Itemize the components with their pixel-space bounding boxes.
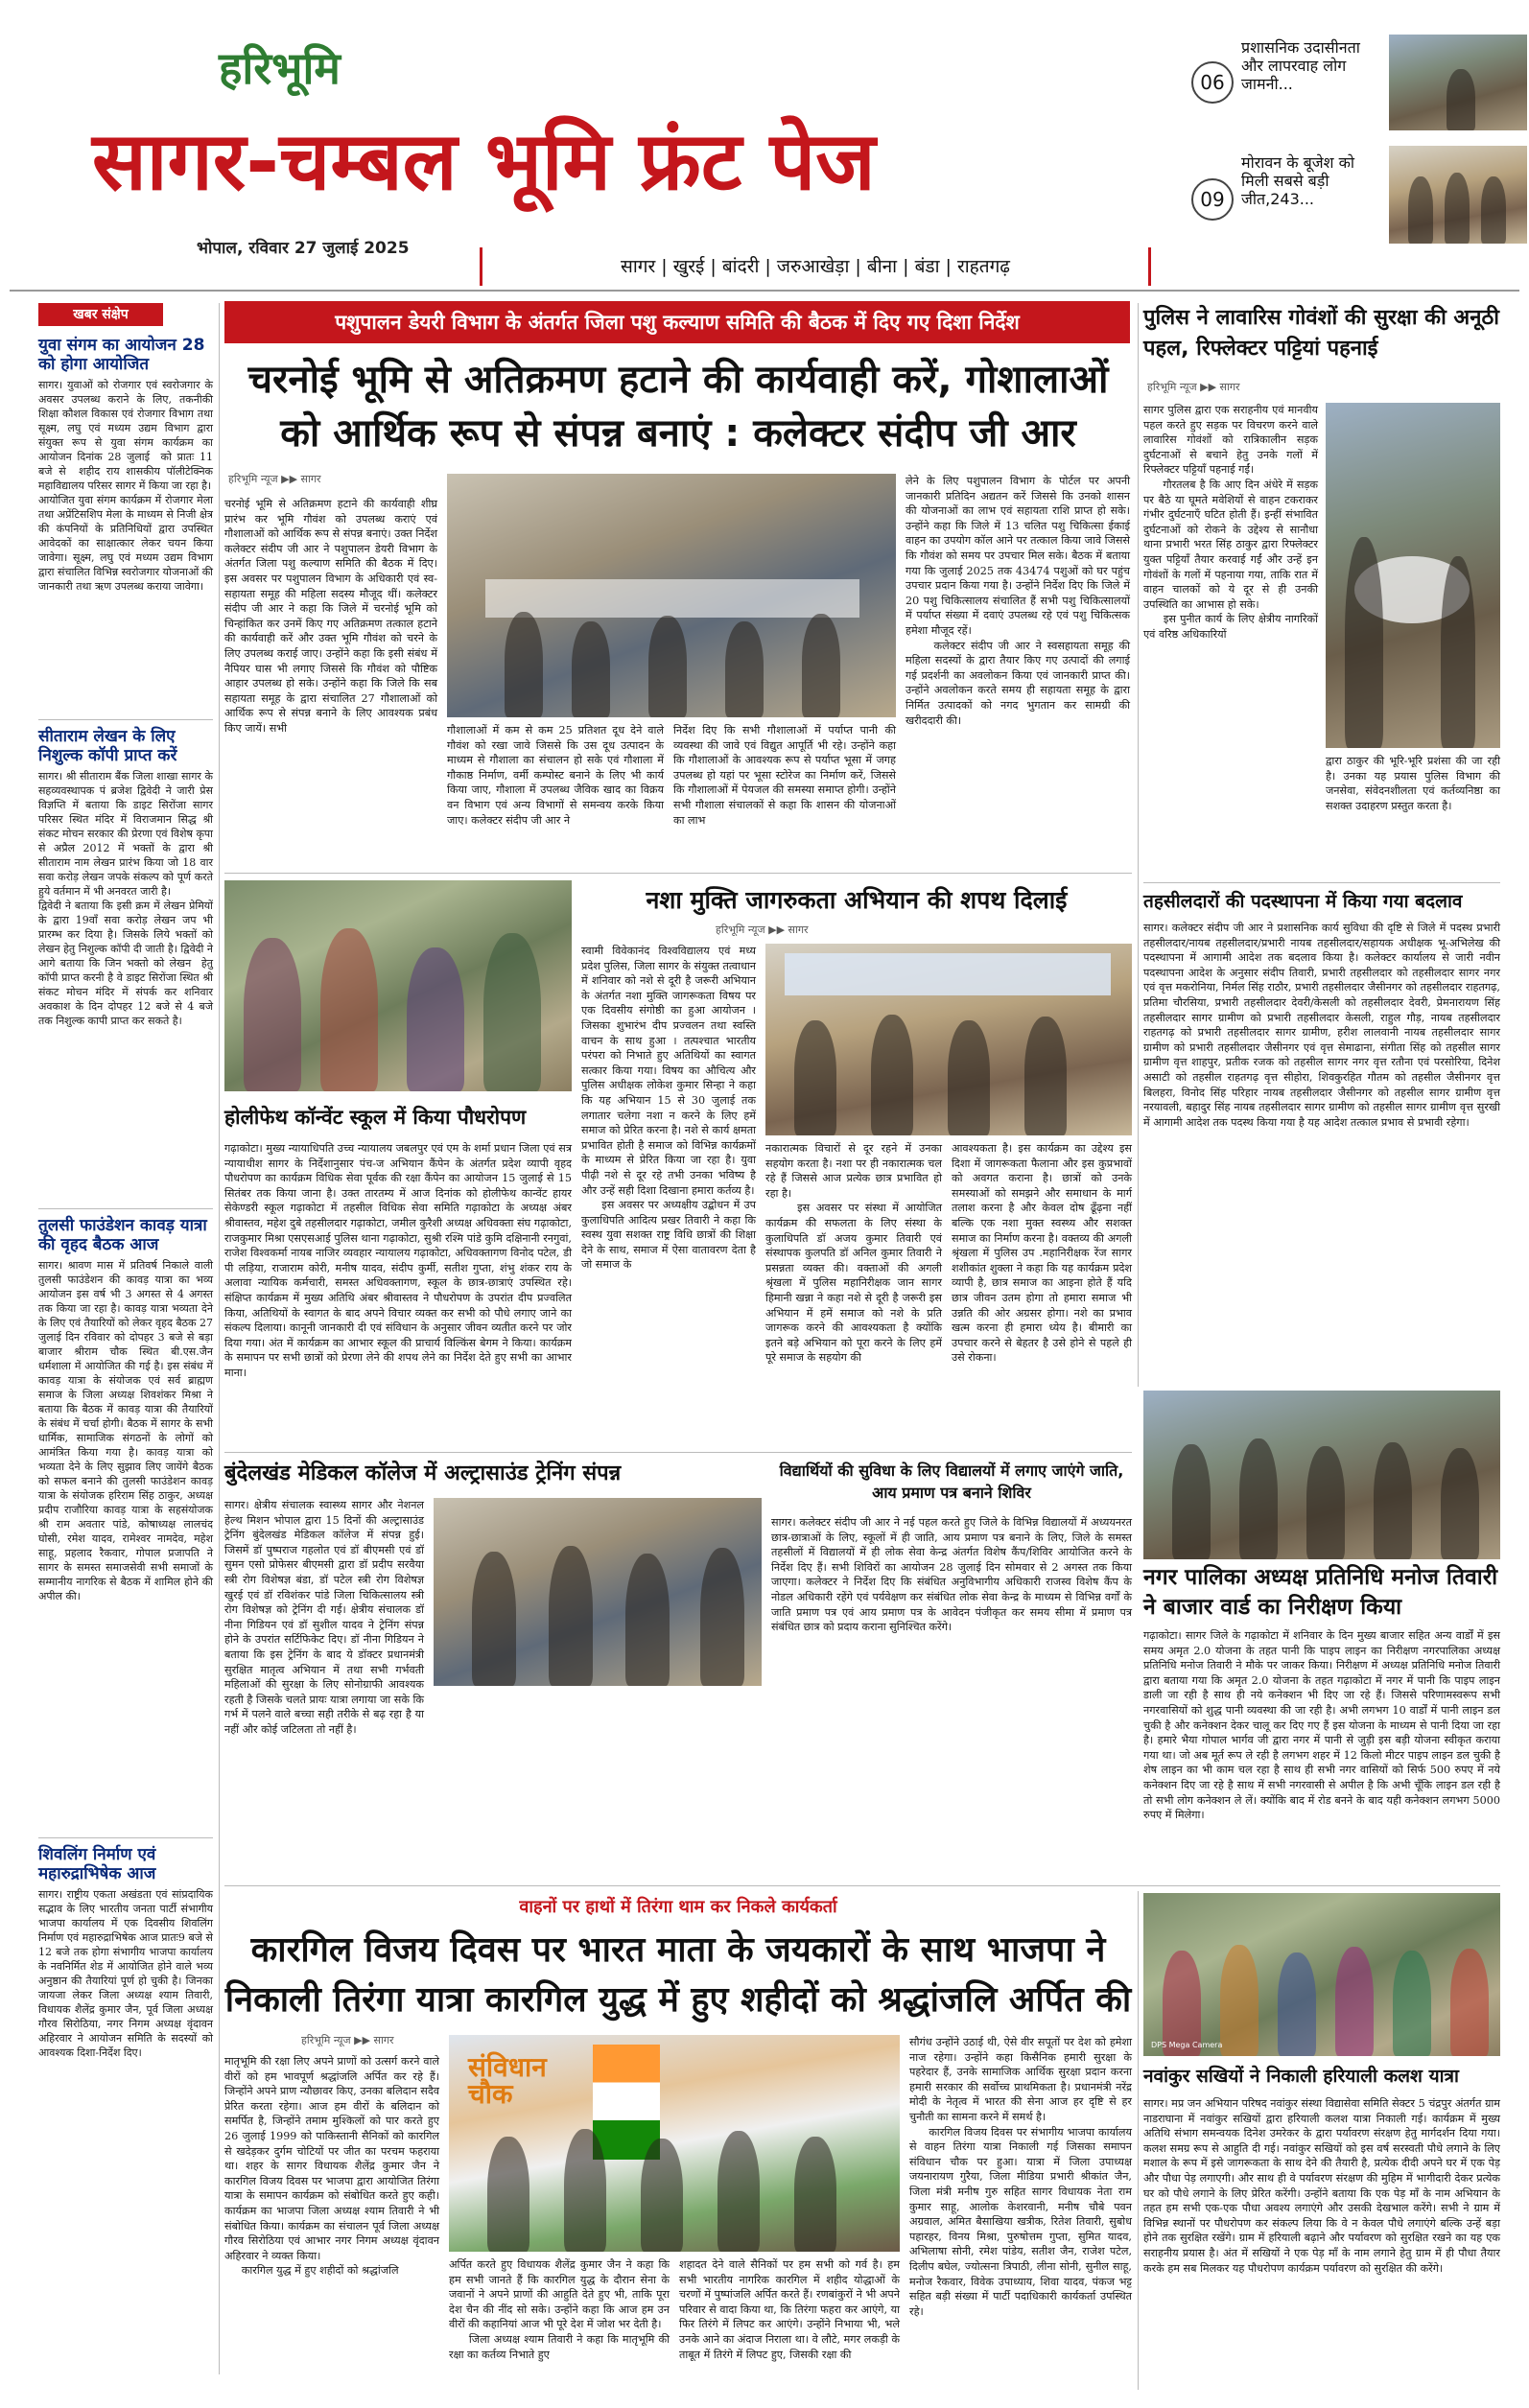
navankur-photo: [1143, 1893, 1500, 2056]
police-byline: हरिभूमि न्यूज ▶▶ सागर: [1147, 381, 1240, 393]
nagar-photo: [1143, 1391, 1500, 1559]
section-rule: [1143, 882, 1500, 883]
col-divider: [1138, 303, 1139, 1387]
page-title: सागर-चम्बल भूमि फ्रंट पेज: [92, 114, 876, 208]
nasha-column-2: नकारात्मक विचारों से दूर रहने में उनका सहयोग करता है। नशा पर ही नकारात्मक चल रहे हैं जिससे आज प्रत्येक छात्र प्रभावित हो रहा है। इस अवसर पर संस्था में आयोजित कार्यक्रम की सफलता के लिए संस्था के कुलाधिपति डॉ अजय कुमार तिवारी एवं संस्थापक कुलपति डॉ अनिल कुमार तिवारी ने प्रसन्नता व्यक्त की। वक्ताओं की अगली श्रृंखला में पुलिस महानिरीक्षक जान सागर हिमानी खन्ना ने कहा नशे से दूरी है जरूरी इस अभियान में हमें समाज को नशे के प्रति जागरूक करने की आवश्यकता है क्योंकि इतने बड़े अभियान को पूरा करने के लिए हमें पूरे समाज के सहयोग की: [765, 1142, 942, 1365]
brief-text: सागर। राष्ट्रीय एकता अखंडता एवं सांप्रदायिक सद्भाव के लिए भारतीय जनता पार्टी संभागीय भाजपा कार्यालय में एक दिवसीय शिवलिंग निर्माण एवं महारुद्राभिषेक आज प्रातः9 बजे से 12 बजे तक होगा संभागीय भाजपा कार्यालय के नवनिर्मित शेड में आयोजित होने वाले भव्य अनुष्ठान की तैयारियां पूर्ण हो चुकी है। जिनका जायजा लेकर जिला अध्यक्ष श्याम तिवारी, विधायक शैलेंद्र कुमार जैन, पूर्व जिला अध्यक्ष गौरव सिरोठिया, नगर निगम अध्यक्ष वृंदावन अहिरवार ने आयोजन समिति के सदस्यों को आवश्यक दिशा-निर्देश दिए।: [38, 1888, 217, 2059]
sidebar-divider: [219, 303, 220, 2374]
brief-title: युवा संगम का आयोजन 28 को होगा आयोजित: [38, 336, 205, 374]
date-line: भोपाल, रविवार 27 जुलाई 2025: [197, 239, 410, 258]
teaser-text: मोरावन के बूजेश को मिली सबसे बड़ी जीत,243...: [1241, 153, 1355, 208]
brief-item[interactable]: [38, 1216, 217, 1830]
col-divider: [1138, 1891, 1139, 2390]
lead-photo: [447, 474, 896, 717]
tehsil-story: [1143, 888, 1504, 1387]
navankur-photo-credit: DPS Mega Camera: [1151, 2041, 1223, 2049]
teaser-number: 09: [1191, 178, 1234, 221]
nasha-column-3: आवश्यकता है। इस कार्यक्रम का उद्देश्य इस दिशा में जागरूकता फैलाना और इस कुप्रभावों को अवगत कराना है। छात्रों को उनके समस्याओं को समझने और समाधान के मार्ग तलाश करना है और केवल दोष ढूँढ़ना नहीं बल्कि एक नशा मुक्त स्वस्थ्य और सशक्त समाज का निर्माण करना है। वक्तव्य की अगली श्रृंखला में पुलिस उप .महानिरीक्षक रेंज सागर शशीकांत शुक्ला ने कहा कि यह कार्यक्रम प्रदेश व्यापी है, छात्र समाज का आइना होते हैं यदि छात्र जीवन उतम होगा तो हमारा समाज भी उन्नति की ओर अग्रसर होगा। नशे का प्रभाव खत्म करना ही हमारा ध्येय है। बीमारी का उपचार करने से बेहतर है उसे होने से पहले ही उसे रोकना।: [952, 1142, 1136, 1365]
lead-column-2: गौशालाओं में कम से कम 25 प्रतिशत दूध देने वाले गौवंश को रखा जावे जिससे कि उस दूध उत्पादन के माध्यम से गौशाला का संचालन हो सके एवं गौशाला में गौकाष्ठ निर्माण, वर्मी कम्पोस्ट बनाने के लिए भी कार्य किया जाए, गौशाला में उपलब्ध जैविक खाद का विक्रय वन विभाग एवं अन्य विभागों से समन्वय करके किया जाए। कलेक्टर संदीप जी आर ने: [447, 724, 668, 827]
tehsil-text: सागर। कलेक्टर संदीप जी आर ने प्रशासनिक कार्य सुविधा की दृष्टि से जिले में पदस्थ प्रभारी तहसीलदार/नायब तहसीलदार/प्रभारी नायब तहसीलदार/सहायक अधीक्षक भू-अभिलेख की पदस्थापना में आगामी आदेश तक बदलाव किया है। कलेक्टर कार्यालय से जारी नवीन पदस्थापना आदेश के अनुसार संदीप तिवारी, प्रभारी तहसीलदार को तहसीलदार सागर नगर एवं वृत्त मकरोनिया, निर्मल सिंह राठौर, प्रभारी तहसीलदार जैसीनगर को तहसीलदार राहतगढ़, प्रतिमा चौरसिया, प्रभारी तहसीलदार देवरी/केसली को तहसीलदार देवरी, प्रेमनारायण सिंह तहसीलदार सागर ग्रामीण को प्रभारी तहसीलदार केसली, राहुल गौड़, नायब तहसीलदार राहतगढ़ को प्रभारी तहसीलदार सागर ग्रामीण, हरीश लालवानी नायब तहसीलदार सागर ग्रामीण को प्रभारी तहसीलदार जैसीनगर एवं वृत्त सेमाढाना, संगीता सिंह को तहसील सागर ग्रामीण वृत्त शाहपुर, प्रतीक रजक को तहसील सागर नगर वृत्त रतौना एवं परसोरिया, दिनेश असाटी को तहसील राहतगढ़ वृत्त सीहोरा, शिवकुरहित गौतम को तहसील जैसीनगर वृत्त बिलहरा, विनोद सिंह परिहार नायब तहसीलदार जैसीनगर को तहसील सागर ग्रामीण वृत्त नरयावली, बहादुर सिंह नायब तहसीलदार सागर ग्रामीण को तहसील सागर ग्रामीण वृत्त सुरखी में आगामी आदेश तक पदस्थ किया गया है यह आदेश तत्काल प्रभाव से प्रभावी रहेगा।: [1143, 922, 1504, 1129]
masthead: [0, 0, 1529, 288]
police-text: सागर पुलिस द्वारा एक सराहनीय एवं मानवीय पहल करते हुए सड़क पर विचरण करने वाले लावारिस गोवंशों को रात्रिकालीन सड़क दुर्घटनाओं से बचाने हेतु उनके गलों में रिफ्लेक्टर पट्टियाँ पहनाई गईं। गौरतलब है कि आए दिन अंधेरे में सड़क पर बैठे या घूमते मवेशियों से वाहन टकराकर गंभीर दुर्घटनाएँ घटित होती हैं। इन्हीं संभावित दुर्घटनाओं को रोकने के उद्देश्य से सानौधा थाना प्रभारी भरत सिंह ठाकुर द्वारा रिफ्लेक्टर युक्त पट्टियाँ तैयार करवाई गईं और उन्हें इन गोवंशों के गलों में पहनाया गया, ताकि रात में वाहन चालकों को ये दूर से ही उनकी उपस्थिति का आभास हो सके। इस पुनीत कार्य के लिए क्षेत्रीय नागरिकों एवं वरिष्ठ अधिकारियों: [1143, 404, 1319, 641]
navankur-headline: नवांकुर सखियों ने निकाली हरियाली कलश यात्रा: [1143, 2066, 1459, 2087]
brief-item[interactable]: [38, 336, 213, 676]
nasha-photo: [765, 944, 1132, 1135]
kargil-story: [224, 1891, 1132, 2390]
holyfaith-photo: [224, 880, 572, 1091]
lead-column-1: चरनोई भूमि से अतिक्रमण हटाने की कार्यवाही शीघ्र प्रारंभ कर भूमि गौवंश को उपलब्ध कराएं एवं गौशालाओं को आर्थिक रूप से संपन्न बनाएं। उक्त निर्देश कलेक्टर संदीप जी आर ने पशुपालन डेयरी विभाग के अंतर्गत जिला पशु कल्याण समिति की बैठक में दिए। इस अवसर पर पशुपालन विभाग के अधिकारी एवं स्व-सहायता समूह की महिला सदस्य मौजूद थीं। कलेक्टर संदीप जी आर ने कहा कि जिले में चरनोई भूमि को चिन्हांकित कर उनमें किए गए अतिक्रमण तत्काल हटाने की कार्यवाही करें और उक्त भूमि गौवंश को चरने के लिए उपलब्ध कराई जाए। उन्होंने कहा कि इसी संबंध में नैपियर घास भी लगाए जिससे कि गौवंश को पौष्टिक आहार उपलब्ध हो सके। उन्होंने कहा कि जिले कि सब सहायता समूह के द्वारा संचालित 27 गौशालाओं को आर्थिक रूप से संपन्न बनाने के लिए आवश्यक प्रबंध किए जायें। सभी: [224, 498, 441, 735]
police-story: [1143, 303, 1504, 878]
nagar-story: [1143, 1391, 1504, 1880]
section-rule: [224, 1885, 1500, 1886]
brand-logo: हरिभूमि: [219, 42, 341, 94]
bmc-photo: [434, 1498, 762, 1686]
sidebar-label: खबर संक्षेप: [38, 303, 163, 326]
lead-headline: चरनोई भूमि से अतिक्रमण हटाने की कार्यवाही करें, गोशालाओं को आर्थिक रूप से संपन्न बनाएं : कलेक्टर संदीप जी आर: [247, 358, 1109, 456]
section-rule: [224, 1452, 1132, 1453]
kargil-ribbon: वाहनों पर हाथों में तिरंगा थाम कर निकले कार्यकर्ता: [464, 1891, 892, 1924]
holyfaith-headline: होलीफेथ कॉन्वेंट स्कूल में किया पौधरोपण: [224, 1106, 527, 1129]
lead-column-4: लेने के लिए पशुपालन विभाग के पोर्टल पर अपनी जानकारी प्रतिदिन अद्यतन करें जिससे कि उनको शासन की योजनाओं का लाभ एवं सहायता राशि प्राप्त हो सके। उन्होंने कहा कि जिले में 13 चलित पशु चिकित्सा ईकाई वाहन का उपयोग कॉल आने पर तत्काल किया जावे जिससे कि गौवंश को समय पर उपचार मिल सके। बैठक में बताया गया कि जुलाई 2025 तक 43474 पशुओं को घर पहुंच उपचार प्रदान किया गया है। उन्होंने निर्देश दिए कि जिले में 20 पशु चिकित्सालय संचालित हैं सभी पशु चिकित्सालयों में पर्याप्त संख्या में दवाएं उपलब्ध रहे एवं पशु चिकित्सक हमेशा मौजूद रहें। कलेक्टर संदीप जी आर ने स्वसहायता समूह की महिला सदस्यों के द्वारा तैयार किए गए उत्पादों की लगाई गई प्रदर्शनी का अवलोकन किया एवं जानकारी प्राप्त की। उन्होंने अवलोकन करते समय ही सहायता समूह के द्वारा निर्मित उत्पादकों को नगद भुगतान कर सामग्री की खरीददारी की।: [906, 475, 1130, 727]
navankur-story: [1143, 1893, 1504, 2390]
kargil-column-4: सौगंध उन्होंने उठाई थी, ऐसे वीर सपूतों पर देश को हमेशा नाज रहेगा। उन्होंने कहा किसैनिक हमारी सुरक्षा के पहरेदार हैं, उनके सामाजिक आर्थिक सुरक्षा प्रदान करना हमारी सरकार की सर्वोच्च प्राथमिकता है। प्रधानमंत्री नरेंद्र मोदी के नेतृत्व में भारत की सेना आज हर दृष्टि से हर चुनौती का सामना करने में समर्थ है। कारगिल विजय दिवस पर संभागीय भाजपा कार्यालय से वाहन तिरंगा यात्रा निकाली गई जिसका समापन संविधान चौक पर हुआ। यात्रा में जिला उपाध्यक्ष जयनारायण गुरैया, जिला मीडिया प्रभारी श्रीकांत जैन, जिला मंत्री मनीष गुरु सहित सागर विधायक नेता राम कुमार साहू, आलोक केशरवानी, मनीष चौबे पवन अग्रवाल, अमित बैसाखिया खत्रीक, रितेश तिवारी, सुबोध पहारहर, विनय मिश्रा, पुरुषोत्तम गुप्ता, सुमित यादव, अभिलाषा सोनी, रमेश पांडेय, सतीश जैन, राजेश पटेल, दिलीप बघेल, ज्योत्सना त्रिपाठी, लीना सोनी, सुनील साहू, मनोज रैकवार, विवेक उपाध्याय, शिवा यादव, पंकज भट्ट सहित बड़ी संख्या में पार्टी पदाधिकारी कार्यकर्ता उपस्थित रहे।: [909, 2036, 1133, 2318]
nasha-byline: हरिभूमि न्यूज ▶▶ सागर: [716, 923, 809, 936]
kargil-byline: हरिभूमि न्यूज ▶▶ सागर: [301, 2034, 394, 2046]
section-rule: [224, 873, 1132, 874]
teaser-1[interactable]: [1189, 29, 1527, 132]
holyfaith-text: गढ़ाकोटा। मुख्य न्यायाधिपति उच्च न्यायालय जबलपुर एवं एम के शर्मा प्रधान जिला एवं सत्र न्यायाधीश सागर के निर्देशानुसार पंच-ज अभियान कैंपेन के अंतर्गत प्रदेश व्यापी वृहद पौधरोपण का कार्यक्रम विधिक सेवा पूर्वक की रक्षा कैंपेन का आयोजन 15 जुलाई से 15 सितंबर तक किया जाना है। उक्त तारतम्य में आज दिनांक को होलीफेथ कान्वेंट हायर सेकेण्डरी स्कूल गढ़ाकोटा में तहसील विधिक सेवा समिति गढ़ाकोटा के अध्यक्ष अंबर श्रीवास्तव, महेश दुबे तहसीलदार गढ़ाकोटा, जमील कुरैशी अध्यक्ष अधिवक्ता संघ गढ़ाकोटा, राजकुमार मिश्रा एसएसआई पुलिस थाना गढ़ाकोटा, सुश्री रश्मि पांडे कुमि दक्षिनानी रनगुवां, राजेश विश्वकर्मा नायब नाजिर व्यवहार न्यायालय गढ़ाकोटा, अधिवक्तागण विनोद पटेल, डी पी लड़िया, राजाराम कोरी, मनीष यादव, संदीप कुर्मी, सतीश गुप्ता, शंभु शंकर राय के अलावा न्यायिक कर्मचारी, समस्त अधिवक्तागण, स्कूल के छात्र-छात्राएं उपस्थित रहे। संक्षिप्त कार्यक्रम में मुख्य अतिथि अंबर श्रीवास्तव ने पौधरोपण के उपरांत दीप प्रज्वलित किया, अतिथियों के स्वागत के बाद अपने विचार व्यक्त कर सभी को पौधे लगाए जाने का संकल्प दिलाया। कानूनी जानकारी दी एवं संविधान के अनुसार जीवन व्यतीत करने पर जोर दिया गया। अंत में कार्यक्रम का आभार स्कूल की प्राचार्य विल्किंस बेगम ने किया। कार्यक्रम के समापन पर सभी छात्रों को प्रेरणा लेने की शपथ लेने का निर्देश देते हुए सभी का आभार माना।: [224, 1142, 576, 1379]
nagar-text: गढ़ाकोटा। सागर जिले के गढ़ाकोटा में शनिवार के दिन मुख्य बाजार सहित अन्य वार्डों में इस समय अमृत 2.0 योजना के तहत पानी कि पाइप लाइन का निरीक्षण नगरपालिका अध्यक्ष प्रतिनिधि मनोज तिवारी ने मौके पर जाकर किया। निरीक्षण में अध्यक्ष प्रतिनिधि मनोज तिवारी द्वारा बताया गया कि अमृत 2.0 योजना के तहत गढ़ाकोटा में नगर में पानी कि पाइप लाइन डाली जा रही है साथ ही नये कनेक्शन भी दिए जा रहे हैं। जिससे परिणामस्वरूप सभी नगरवासियों को शुद्ध पानी व्यवस्था की जा रही है। अभी लगभग 10 वार्डों में पानी लाइन डल चुकी है और कनेक्शन देकर चालू कर दिए गए हैं इस योजना के माध्यम से पानी दिया जा रहा है। हमारे भैया गोपाल भार्गव जी द्वारा नगर में पानी से जुड़ी इस बड़ी योजना स्वीकृत कराया गया था। जो अब मूर्त रूप ले रही है लगभग शहर में 12 किलो मीटर पाइप लाइन डल चुकी है शेष लाइन का भी काम चल रहा है साथ ही सभी नगर वासियों को सिर्फ 500 रुपए में नये कनेक्शन दिए जा रहे है साथ में सभी नगरवासी से अपील है कि अभी चूँकि लाइन डल रही है तो सभी लोग कनेक्शन ले लें। क्योंकि बाद में रोड बनने के बाद यही कनेक्शन लगभग 5000 रुपए में मिलेगा।: [1143, 1629, 1504, 1822]
nasha-column-1: स्वामी विवेकानंद विश्वविद्यालय एवं मध्य प्रदेश पुलिस, जिला सागर के संयुक्त तत्वाधान में शनिवार को नशे से दूरी है जरूरी अभियान के अंतर्गत नशा मुक्ति जागरूकता विषय पर एक दिवसीय संगोष्ठी का हुआ आयोजन । जिसका शुभारंभ दीप प्रज्वलन तथा स्वस्ति वाचन के साथ हुआ । तत्पश्चात भारतीय परंपरा को निभाते हुए अतिथियों का स्वागत सत्कार किया गया। विषय का औचित्य और पुलिस अधीक्षक लोकेश कुमार सिन्हा ने कहा कि यह अभियान 15 से 30 जुलाई तक लगातार चलेगा नशा न करने के लिए हमें समाज को प्रेरित करना है। नशे से कार्य क्षमता प्रभावित होती है समाज को विभिन्न कार्यक्रमों के माध्यम से प्रेरित किया जा रहा है। युवा पीढ़ी नशे से दूर रहे तभी उनका भविष्य है और उन्हें सही दिशा दिखाना हमारा कर्तव्य है। इस अवसर पर अध्यक्षीय उद्बोधन में उप कुलाधिपति आदित्य प्रखर तिवारी ने कहा कि स्वस्थ युवा सशक्त राष्ट्र विधि छात्रों की शिक्षा देने के साथ, समाज में ऐसा वातावरण देता है जो समाज के: [581, 945, 756, 1272]
tehsil-headline: तहसीलदारों की पदस्थापना में किया गया बदलाव: [1143, 891, 1463, 912]
bmc-headline: बुंदेलखंड मेडिकल कॉलेज में अल्ट्रासाउंड ट्रेनिंग संपन्न: [224, 1461, 622, 1485]
brief-title: सीताराम लेखन के लिए निशुल्क कॉपी प्राप्त करें: [38, 727, 177, 765]
police-headline: पुलिस ने लावारिस गोवंशों की सुरक्षा की अनूठी पहल, रिफ्लेक्टर पट्टियां पहनाई: [1143, 306, 1499, 361]
masthead-rule: [10, 290, 1519, 292]
vidyarthi-story: [771, 1458, 1136, 1870]
teaser-2[interactable]: [1189, 140, 1527, 245]
vidyarthi-text: सागर। कलेक्टर संदीप जी आर ने नई पहल करते हुए जिले के विभिन्न विद्यालयों में अध्ययनरत छात्र-छात्राओं के लिए, स्कूलों में ही जाति, आय प्रमाण पत्र बनाने के लिए, जिले के समस्त तहसीलों में विद्यालयों में ही लोक सेवा केन्द्र अंतर्गत विशेष कैंप/शिविर आयोजित करने के निर्देश दिए हैं। सभी शिविरों का आयोजन 28 जुलाई दिन सोमवार से 2 अगस्त तक किया जाएगा। कलेक्टर ने निर्देश दिए कि संबंधित अनुविभागीय अधिकारी राजस्व विशेष कैंप के नोडल अधिकारी रहेंगे एवं पर्यवेक्षण कर संबंधित लोक सेवा केन्द्र के माध्यम से विभिन्न वर्गों के जाति प्रमाण पत्र एवं आय प्रमाण पत्र के आवेदन पंजीकृत कर समय सीमा में प्रमाण पत्र संबंधित छात्र को प्रदाय कराना सुनिश्चित करेंगे।: [771, 1516, 1136, 1634]
police-caption: द्वारा ठाकुर की भूरि-भूरि प्रशंसा की जा रही है। उनका यह प्रयास पुलिस विभाग की जनसेवा, संवेदनशीलता एवं कर्तव्यनिष्ठा का सशक्त उदाहरण प्रस्तुत करता है।: [1326, 755, 1504, 812]
kargil-column-2: अर्पित करते हुए विधायक शैलेंद्र कुमार जैन ने कहा कि हम सभी जानते हैं कि कारगिल युद्ध के दौरान सेना के जवानों ने अपने प्राणों की आहुति देते हुए भी, ताकि पूरा देश चैन की नींद सो सके। उन्होंने कहा कि आज हम उन वीरों की कहानियां आज भी पूरे देश में जोश भर देती है। जिला अध्यक्ष श्याम तिवारी ने कहा कि मातृभूमि की रक्षा का कर्तव्य निभाते हुए: [449, 2258, 670, 2361]
brief-text: सागर। युवाओं को रोजगार एवं स्वरोजगार के अवसर उपलब्ध कराने के लिए, तकनीकी शिक्षा कौशल विकास एवं रोजगार विभाग तथा सूक्ष्म, लघु एवं मध्यम उद्यम विभाग द्वारा संयुक्त रूप से युवा संगम कार्यक्रम का आयोजन दिनांक 28 जुलाई को प्रातः 11 बजे से शहीद राय शासकीय पॉलीटेक्निक महाविद्यालय परिसर सागर में किया जा रहा है। आयोजित युवा संगम कार्यक्रम में रोजगार मेला तथा अप्रेंटिसशिप मेला के माध्यम से निजी क्षेत्र की कंपनियों के प्रतिनिधियों द्वारा उपस्थित आवेदकों का साक्षात्कार लेकर चयन किया जावेगा। सूक्ष्म, लघु एवं मध्यम उद्यम विभाग द्वारा संचालित विभिन्न स्वरोजगार योजनाओं की जानकारी तथा ऋण उपलब्ध कराया जावेगा।: [38, 379, 213, 593]
brief-item[interactable]: [38, 1845, 217, 2114]
nasha-story: [581, 880, 1136, 1446]
brief-title: शिवलिंग निर्माण एवं महारुद्राभिषेक आज: [38, 1845, 156, 1883]
kargil-column-1: मातृभूमि की रक्षा लिए अपने प्राणों को उत्सर्ग करने वाले वीरों को हम भावपूर्ण श्रद्धांजलि अर्पित कर रहे हैं। जिन्होंने अपने प्राण न्यौछावर किए, उनका बलिदान सदैव प्रेरित करता रहेगा। आज हम वीरों के बलिदान को समर्पित है, जिन्होंने तमाम मुश्किलों को पार करते हुए 26 जुलाई 1999 को पाकिस्तानी सैनिकों को कारगिल से खदेड़कर दुर्गम चोटियों पर जीत का परचम फहराया था। शहर के सागर विधायक शैलेंद्र कुमार जैन ने कारगिल विजय दिवस पर भाजपा द्वारा आयोजित तिरंगा यात्रा के समापन कार्यक्रम को संबोधित करते हुए कही। कार्यक्रम का भाजपा जिला अध्यक्ष श्याम तिवारी ने भी संबोधित किया। कार्यक्रम का संचालन पूर्व जिला अध्यक्ष गौरव सिरोठिया एवं आभार नगर निगम अध्यक्ष वृंदावन अहिरवार ने व्यक्त किया। कारगिल युद्ध में हुए शहीदों को श्रद्धांजलि: [224, 2055, 439, 2278]
news-brief-sidebar: [38, 303, 217, 2059]
bmc-story: [224, 1458, 762, 1870]
brief-title: तुलसी फाउंडेशन कावड़ यात्रा की वृहद बैठक आज: [38, 1216, 207, 1254]
teaser-photo: [1389, 146, 1527, 244]
police-photo: [1326, 403, 1500, 748]
divider: [38, 1208, 213, 1209]
lead-story: [224, 301, 1132, 867]
divider: [38, 1837, 213, 1838]
divider: [38, 719, 213, 720]
kargil-column-3: शहादत देने वाले सैनिकों पर हम सभी को गर्व है। हम सभी भारतीय नागरिक कारगिल में शहीद योद्धाओं के चरणों में पुष्पांजलि अर्पित करते हैं। रणबांकुरों ने भी अपने परिवार से वादा किया था, कि तिरंगा फहरा कर आएंगे, या फिर तिरंगे में लिपट कर आएंगे। उन्होंने निभाया भी, भले उनके आने का अंदाज निराला था। वे लौटे, मगर लकड़ी के ताबूत में तिरंगे में लिपट हुए, जिसकी रक्षा की: [679, 2258, 904, 2361]
teaser-photo: [1389, 35, 1527, 130]
holyfaith-story: [224, 880, 576, 1446]
kargil-photo-sign: संविधान चौक: [468, 2051, 547, 2110]
nagar-headline: नगर पालिका अध्यक्ष प्रतिनिधि मनोज तिवारी ने बाजार वार्ड का निरीक्षण किया: [1143, 1565, 1498, 1620]
lead-ribbon: पशुपालन डेयरी विभाग के अंतर्गत जिला पशु कल्याण समिति की बैठक में दिए गए दिशा निर्देश: [224, 301, 1130, 343]
teaser-number: 06: [1191, 61, 1234, 104]
brief-text: सागर। श्रावण मास में प्रतिवर्ष निकाले वाली तुलसी फाउंडेशन की कावड़ यात्रा का भव्य आयोजन इस वर्ष भी 3 अगस्त से 4 अगस्त तक किया जा रहा है। कावड़ यात्रा भव्यता देने के लिए एवं तैयारियों को लेकर वृहद बैठक 27 जुलाई दिन रविवार को दोपहर 3 बजे से बड़ा बाजार श्रीराम चौक स्थित बी.एस.जैन धर्मशाला में आयोजित की गई है। इस संबंध में कावड़ यात्रा के संयोजक एवं सर्व ब्राह्मण समाज के जिला अध्यक्ष शिवशंकर मिश्रा ने बताया कि बैठक में कावड़ यात्रा की तैयारियों के संबंध में चर्चा होगी। बैठक में सागर के सभी धार्मिक, सामाजिक संगठनों के लोगों को आमंत्रित किया गया है। कावड़ यात्रा को भव्यता देने के लिए सुझाव लिए जायेंगे बैठक को सफल बनाने की तुलसी फाउंडेशन कावड़ यात्रा के संयोजक हरिराम सिंह ठाकुर, अध्यक्ष प्रदीप राजौरिया कावड़ यात्रा के सहसंयोजक श्री राम अवतार पांडे, कोषाध्यक्ष लालचंद घोसी, रमेश यादव, रामेश्वर नामदेव, महेश साहू, प्रहलाद रैकवार, गोपाल प्रजापति ने सागर के समस्त समाजसेवी सभी समाजों के सम्मानीय नागरिक से बैठक में शामिल होने की अपील की।: [38, 1259, 217, 1602]
bmc-text-left: सागर। क्षेत्रीय संचालक स्वास्थ्य सागर और नेशनल हेल्थ मिशन भोपाल द्वारा 15 दिनों की अल्ट्रासाउंड ट्रेनिंग बुंदेलखंड मेडिकल कॉलेज में संपन्न हुई। जिसमें डॉ पुष्पराज गहलोत एवं डॉ बीएमसी एवं डॉ सुमन एसो प्रोफेसर बीएमसी द्वारा डॉ प्रदीप सरवैया स्त्री रोग विशेषज्ञ बंडा, डॉ पटेल स्त्री रोग विशेषज्ञ खुरई एवं डॉ रविशंकर पांडे जिला चिकित्सालय स्त्री रोग विशेषज्ञ को ट्रेनिंग दी गई। क्षेत्रीय संचालक डॉ नीना गिडियन एवं डॉ सुशील यादव ने ट्रेनिंग संपन्न होने के उपरांत सर्टिफिकेट दिए। डॉ नीना गिडियन ने बताया कि इस ट्रेनिंग के बाद ये डॉक्टर प्रधानमंत्री सुरक्षित मातृत्व अभियान में तथा सभी गर्भवती महिलाओं की सुरक्षा के लिए सोनोग्राफी आवश्यक रहती है जिसके चलते प्रायः यात्रा लगाया जा सके कि गर्भ में पलने वाले बच्चा सही तरीके से बढ़ रहा है या नहीं और कोई जटिलता तो नहीं है।: [224, 1499, 428, 1736]
kargil-headline: कारगिल विजय दिवस पर भारत माता के जयकारों के साथ भाजपा ने निकाली तिरंगा यात्रा कारगिल युद्ध में हुए शहीदों को श्रद्धांजलि अर्पित की: [224, 1930, 1132, 2020]
lead-byline: हरिभूमि न्यूज ▶▶ सागर: [228, 473, 321, 485]
kargil-photo: [449, 2035, 900, 2252]
brief-item[interactable]: [38, 727, 213, 1201]
city-bar: सागर | खुरई | बांदरी | जरुआखेड़ा | बीना | बंडा | राहतगढ़: [480, 247, 1151, 286]
nasha-headline: नशा मुक्ति जागरुकता अभियान की शपथ दिलाई: [646, 886, 1068, 914]
teaser-text: प्रशासनिक उदासीनता और लापरवाह लोग जामनी...: [1241, 38, 1360, 93]
brief-text: सागर। श्री सीताराम बैंक जिला शाखा सागर के सहव्यवस्थापक पं ब्रजेश द्विवेदी ने जारी प्रेस विज्ञप्ति में बताया कि डाइट सिरोंजा सागर परिसर स्थित मंदिर में विराजमान सिद्ध श्री संकट मोचन सरकार की प्रेरणा एवं विशेष कृपा से अप्रैल 2012 में भक्तों के द्वारा श्री सीताराम नाम लेखन प्रारंभ किया जो 18 वार सवा करोड़ लेखन जपके संकल्प को पूर्ण करते हुये वर्तमान में भी अनवरत जारी है। द्विवेदी ने बताया कि इसी क्रम में लेखन प्रेमियों के द्वारा 19वाँ सवा करोड़ लेखन जप भी प्रारम्भ कर दिया है। जिसके लिये भक्तों को लेखन हेतु निशुल्क कॉपी दी जाती है। द्विवेदी ने आगे बताया कि जिन भक्तो को लेखन हेतु कॉपी प्राप्त करनी है वे डाइट सिरोंजा स्थित श्री संकट मोचन मंदिर में संपर्क कर शनिवार अवकाश के दिन दोपहर 12 बजे से 4 बजे तक निशुल्क कापी प्राप्त कर सकते है।: [38, 770, 213, 1027]
navankur-text: सागर। मप्र जन अभियान परिषद नवांकुर संस्था विद्यासेवा समिति सेक्टर 5 चंद्रपुर अंतर्गत ग्राम नाडराघाना में नवांकुर सखियों द्वारा हरियाली कलश यात्रा निकाली गई। कार्यक्रम में मुख्य अतिथि संभाग समन्वयक दिनेश उमरेकर के द्वारा पर्यावरण संरक्षण हेतु मार्गदर्शन दिया गया। कलश समग्र रूप से आहुति दी गई। नवांकुर सखियों को इस वर्ष सरस्वती पौधे लगाने के लिए मशाल के रूप में इसे जागरूकता के साथ देने की तैयारी है, प्रत्येक दीदी अपने घर में एक पेड़ और पौधा पेड़ लगाएगी। और साथ ही वे पर्यावरण संरक्षण की मुहिम में भागीदारी देकर प्रत्येक घर को पौधे लगाने के लिए प्रेरित करेंगी। उन्होंने बताया कि एक पेड़ माँ के नाम अभियान के तहत हम सभी एक-एक पौधा अवश्य लगाएंगे और उसकी देखभाल करेंगे। सभी ने ग्राम में विभिन्न स्थानों पर पौधरोपण कर संकल्प लिया कि वे न केवल पौधे लगाएंगे बल्कि उन्हें बड़ा होने तक सुरक्षित रखेंगे। ग्राम में हरियाली बढ़ाने और पर्यावरण को सुरक्षित रखने का यह एक सराहनीय प्रयास है। अंत में सखियों ने एक पेड़ माँ के नाम लगाने हेतु ग्राम में ही पौधा तैयार करके हम सब मिलकर यह पौधरोपण कार्यक्रम पर्यावरण को सुरक्षित की करेंगे।: [1143, 2097, 1504, 2275]
vidyarthi-headline: विद्यार्थियों की सुविधा के लिए विद्यालयों में लगाए जाएंगे जाति, आय प्रमाण पत्र बनाने शिविर: [779, 1461, 1124, 1502]
lead-column-3: निर्देश दिए कि सभी गौशालाओं में पर्याप्त पानी की व्यवस्था की जावे एवं विद्युत आपूर्ति भी रहे। उन्होंने कहा कि गौशालाओं के आवश्यक रूप से पर्याप्त भूसा में जगह उपलब्ध हो यहां पर भूसा स्टोरेज का निर्माण करें, जिससे कि गौशालाओं में पेयजल की समस्या समाप्त होगी। उन्होंने सभी गौशाला संचालकों से कहा कि शासन की योजनाओं का लाभ: [673, 724, 900, 827]
